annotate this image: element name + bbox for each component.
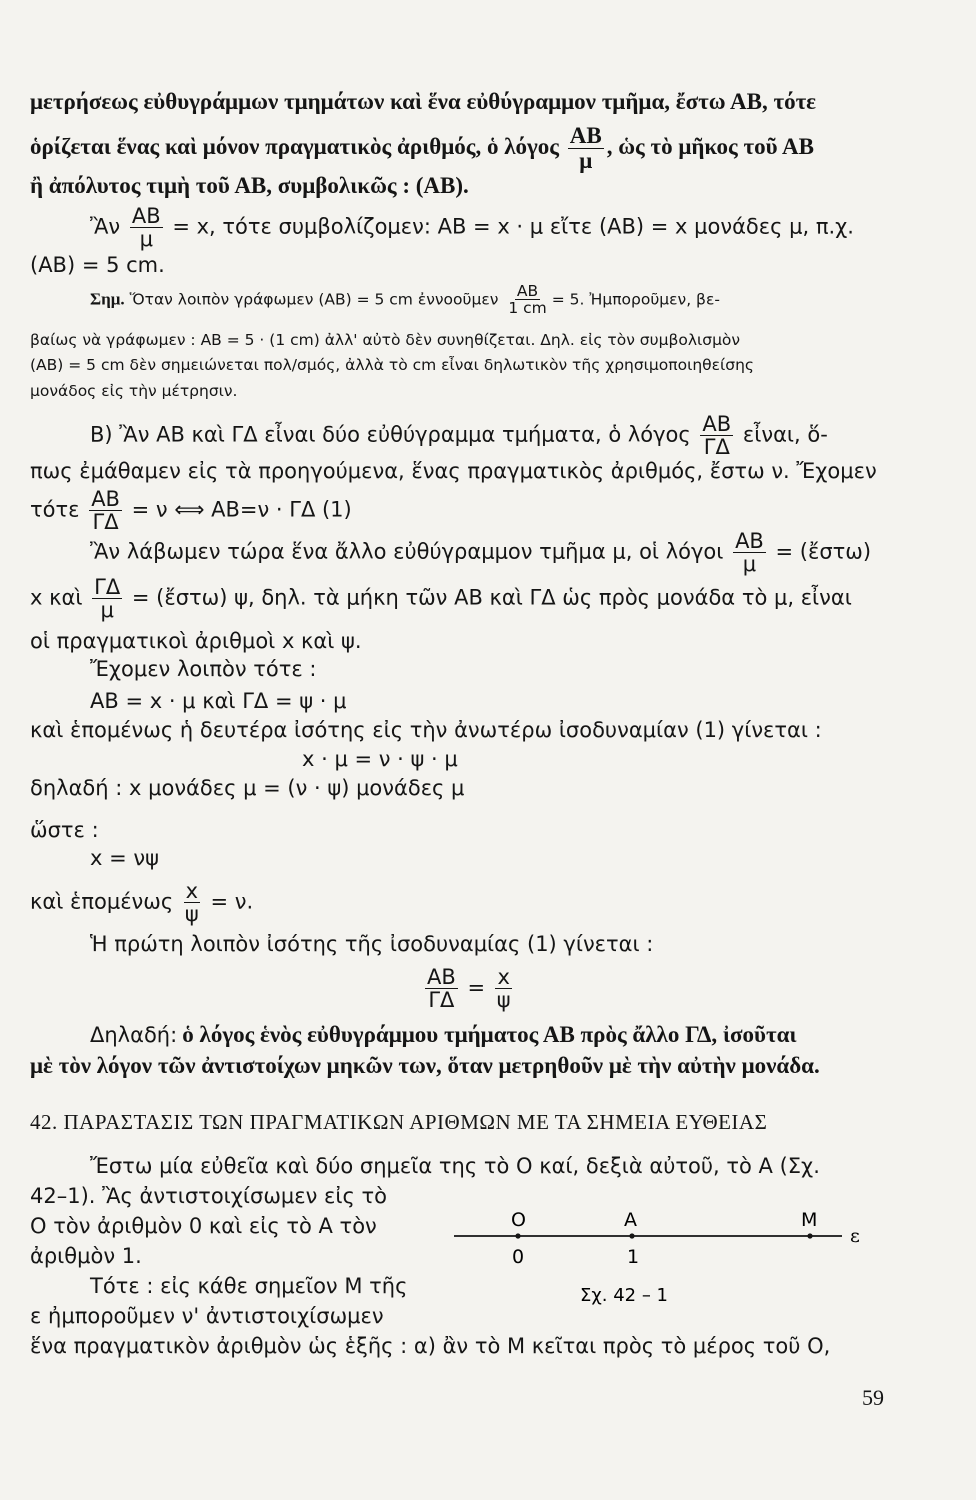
- equation-x-mu: x · μ = ν · ψ · μ: [302, 747, 458, 771]
- section-b-line-4: Ἂν λάβωμεν τώρα ἕνα ἄλλο εὐθύγραμμον τμῆμα μ, οἱ λόγοι $\frac{AB}{\mu}$ = (ἔστω): [90, 529, 872, 577]
- section-42-line-5: Τότε : εἰς κάθε σημεῖον Μ τῆς: [90, 1274, 408, 1298]
- fraction-ab-over-gd: $\frac{AB}{\Gamma\Delta}$: [91, 487, 120, 535]
- label-zero: 0: [512, 1246, 525, 1268]
- section-42-line-6: ε ἠμποροῦμεν ν' ἀντιστοιχίσωμεν: [30, 1304, 384, 1328]
- conclusion-line-2: μὲ τὸν λόγον τῶν ἀντιστοίχων μηκῶν των, ὅταν μετρηθοῦν μὲ τὴν αὐτὴν μονάδα.: [30, 1053, 820, 1078]
- para-line-2: ὁρίζεται ἕνας καὶ μόνον πραγματικὸς ἀριθμός, ὁ λόγος $\frac{AB}{\mu}$ , ὡς τὸ μῆκος τοῦ ΑΒ: [30, 123, 814, 174]
- section-b-line-6: οἱ πραγματικοὶ ἀριθμοὶ x καὶ ψ.: [30, 629, 362, 653]
- label-m: M: [801, 1209, 818, 1231]
- fraction-ab-over-gd: $\frac{AB}{\Gamma\Delta}$: [702, 412, 732, 460]
- note-line-4: μονάδος εἰς τὴν μέτρησιν.: [30, 382, 238, 400]
- fraction-x-over-psi: $\frac{x}{\psi}$: [496, 965, 511, 1013]
- example-line: (AB) = 5 cm.: [30, 253, 165, 277]
- section-b-line-1: Β) Ἂν AB καὶ ΓΔ εἶναι δύο εὐθύγραμμα τμήματα, ὁ λόγος $\frac{AB}{\Gamma\Delta}$ εἶναι, ὅ-: [90, 412, 828, 460]
- section-b-line-3: τότε $\frac{AB}{\Gamma\Delta}$ = ν ⟺ AB=ν · ΓΔ (1): [30, 487, 352, 535]
- fraction-x-over-psi: $\frac{x}{\psi}$: [184, 879, 199, 927]
- figure-caption: Σχ. 42 – 1: [580, 1285, 669, 1306]
- fraction-ab-over-gd: $\frac{AB}{\Gamma\Delta}$: [427, 965, 456, 1013]
- definition-line: Ἂν $\frac{AB}{\mu}$ = x, τότε συμβολίζομεν: AB = x · μ εἴτε (AB) = x μονάδες μ, π.χ.: [90, 204, 854, 252]
- label-o: O: [511, 1209, 526, 1231]
- fraction-ab-over-mu: $\frac{AB}{\mu}$: [131, 204, 161, 252]
- section-42-line-4: ἀριθμὸν 1.: [30, 1244, 142, 1268]
- section-b-line-5: x καὶ $\frac{\Gamma\Delta}{\mu}$ = (ἔστω) ψ, δηλ. τὰ μήκη τῶν AB καὶ ΓΔ ὡς πρὸς μονάδα τὸ μ, εἶναι: [30, 575, 852, 623]
- section-42-line-7: ἕνα πραγματικὸν ἀριθμὸν ὡς ἑξῆς : α) ἂν τὸ Μ κεῖται πρὸς τὸ μέρος τοῦ Ο,: [30, 1334, 831, 1358]
- equation-ab-gd: AB = x · μ καὶ ΓΔ = ψ · μ: [90, 689, 347, 713]
- point-o: [515, 1233, 520, 1238]
- section-b-line-15: Ἡ πρώτη λοιπὸν ἰσότης τῆς ἰσοδυναμίας (1) γίνεται :: [90, 932, 654, 956]
- equation-x-nupsi: x = νψ: [90, 846, 159, 870]
- para-line-3: ἢ ἀπόλυτος τιμὴ τοῦ ΑΒ, συμβολικῶς : (ΑΒ).: [30, 173, 469, 198]
- fraction-ab-over-1cm: $\frac{AB}{1 cm}$: [508, 282, 547, 318]
- fraction-ab-over-mu: $\frac{AB}{\mu}$: [569, 123, 602, 174]
- equation-ratio: $\frac{AB}{\Gamma\Delta}$ = $\frac{x}{\psi}$: [427, 965, 511, 1013]
- section-b-line-11: δηλαδή : x μονάδες μ = (ν · ψ) μονάδες μ: [30, 776, 465, 800]
- number-line-figure: [450, 1205, 870, 1315]
- conclusion-line-1: Δηλαδή: ὁ λόγος ἑνὸς εὐθυγράμμου τμήματος ΑΒ πρὸς ἄλλο ΓΔ, ἰσοῦται: [90, 1022, 797, 1047]
- page-number: 59: [862, 1385, 884, 1410]
- point-a: [629, 1233, 634, 1238]
- section-heading: 42. ΠΑΡΑΣΤΑΣΙΣ ΤΩΝ ΠΡΑΓΜΑΤΙΚΩΝ ΑΡΙΘΜΩΝ ΜΕ ΤΑ ΣΗΜΕΙΑ ΕΥΘΕΙΑΣ: [30, 1110, 768, 1134]
- fraction-gd-over-mu: $\frac{\Gamma\Delta}{\mu}$: [94, 575, 121, 623]
- label-one: 1: [627, 1246, 640, 1268]
- point-m: [807, 1233, 812, 1238]
- note-line-3: (AB) = 5 cm δὲν σημειώνεται πολ/σμός, ἀλλὰ τὸ cm εἶναι δηλωτικὸν τῆς χρησιμοποιηθείσης: [30, 356, 755, 374]
- label-epsilon: ε: [850, 1225, 860, 1247]
- section-42-line-1: Ἔστω μία εὐθεῖα καὶ δύο σημεῖα της τὸ Ο καί, δεξιὰ αὐτοῦ, τὸ Α (Σχ.: [90, 1154, 820, 1178]
- section-42-line-2: 42–1). Ἂς ἀντιστοιχίσωμεν εἰς τὸ: [30, 1184, 387, 1208]
- para-line-1: μετρήσεως εὐθυγράμμων τμημάτων καὶ ἕνα εὐθύγραμμον τμῆμα, ἔστω ΑΒ, τότε: [30, 89, 816, 114]
- note-line-1: Σημ. Ὅταν λοιπὸν γράφωμεν (AB) = 5 cm ἐννοοῦμεν $\frac{AB}{1 cm}$ = 5. Ἠμποροῦμεν, βε-: [90, 282, 720, 318]
- label-a: A: [624, 1209, 637, 1231]
- section-b-line-2: πως ἐμάθαμεν εἰς τὰ προηγούμενα, ἕνας πραγματικὸς ἀριθμός, ἔστω ν. Ἔχομεν: [30, 459, 877, 483]
- section-b-line-9: καὶ ἑπομένως ἡ δευτέρα ἰσότης εἰς τὴν ἀνωτέρω ἰσοδυναμίαν (1) γίνεται :: [30, 718, 822, 742]
- note-line-2: βαίως νὰ γράφωμεν : AB = 5 · (1 cm) ἀλλ' αὐτὸ δὲν συνηθίζεται. Δηλ. εἰς τὸν συμβολισμὸν: [30, 331, 741, 349]
- fraction-ab-over-mu: $\frac{AB}{\mu}$: [735, 529, 764, 577]
- section-42-line-3: Ο τὸν ἀριθμὸν 0 καὶ εἰς τὸ Α τὸν: [30, 1214, 377, 1238]
- section-b-line-14: καὶ ἑπομένως $\frac{x}{\psi}$ = ν.: [30, 879, 254, 927]
- section-b-line-7: Ἔχομεν λοιπὸν τότε :: [90, 657, 317, 681]
- section-b-line-12: ὥστε :: [30, 818, 99, 842]
